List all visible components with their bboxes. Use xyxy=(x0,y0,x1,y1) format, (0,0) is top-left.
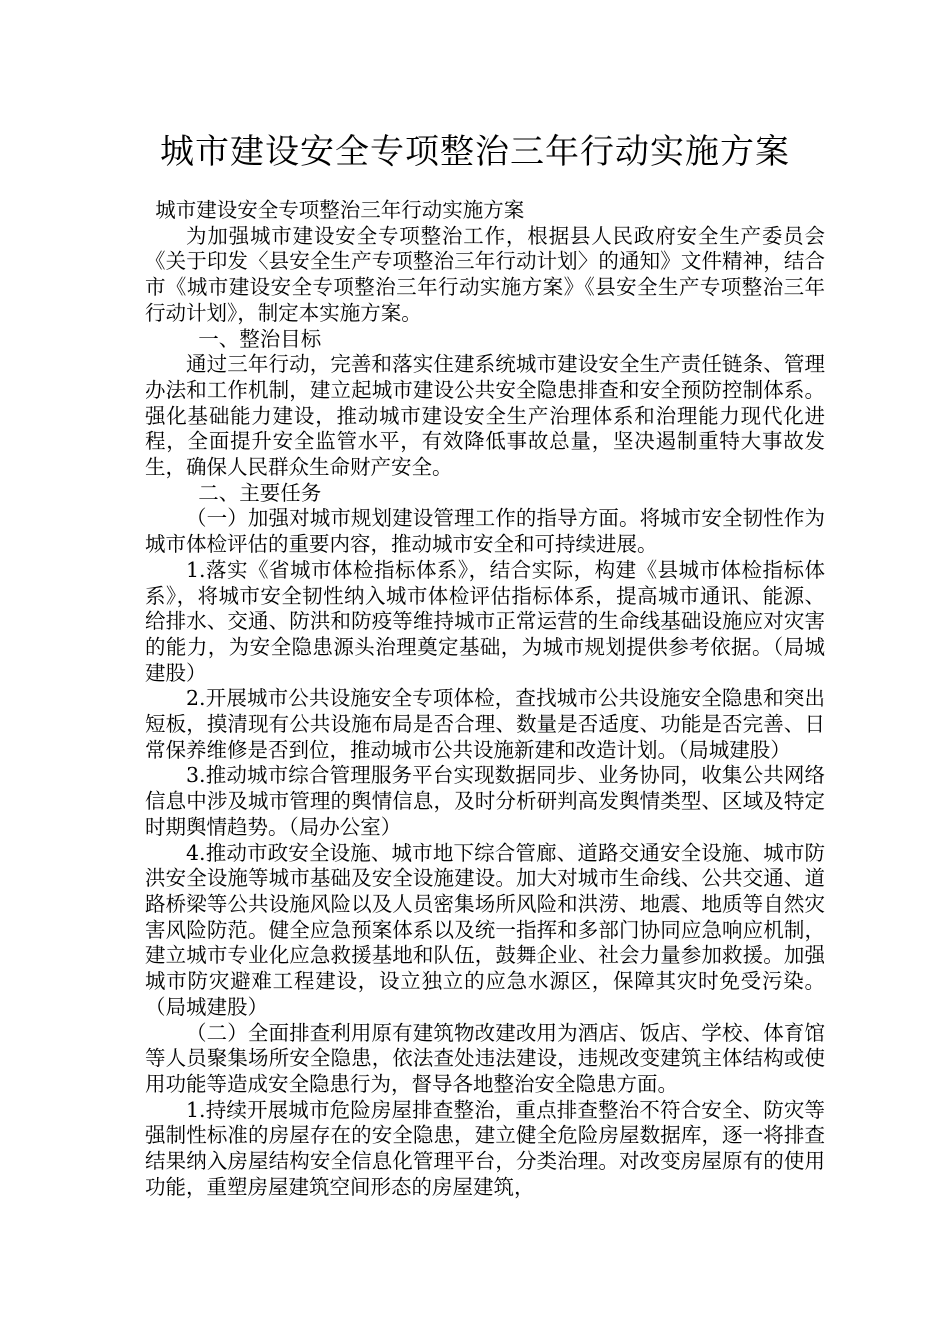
section-heading: 二、主要任务 xyxy=(198,480,322,505)
body-paragraph: （一）加强对城市规划建设管理工作的指导方面。将城市安全韧性作为城市体检评估的重要内容，推动城市安全和可持续进展。 xyxy=(145,506,825,557)
body-paragraph: 3.推动城市综合管理服务平台实现数据同步、业务协同，收集公共网络信息中涉及城市管理的舆情信息，及时分析研判高发舆情类型、区域及特定时期舆情趋势。（局办公室） xyxy=(145,763,825,839)
body-paragraph: 通过三年行动，完善和落实住建系统城市建设安全生产责任链条、管理办法和工作机制，建立起城市建设公共安全隐患排查和安全预防控制体系。强化基础能力建设，推动城市建设安全生产治理体系和治理能力现代化进程，全面提升安全监管水平，有效降低事故总量，坚决遏制重特大事故发生，确保人民群众生命财产安全。 xyxy=(145,352,825,480)
body-paragraph: 1.持续开展城市危险房屋排查整治，重点排查整治不符合安全、防灾等强制性标准的房屋存在的安全隐患，建立健全危险房屋数据库，逐一将排查结果纳入房屋结构安全信息化管理平台，分类治理。对改变房屋原有的使用功能，重塑房屋建筑空间形态的房屋建筑， xyxy=(145,1097,825,1199)
section-heading: 一、整治目标 xyxy=(198,326,322,351)
body-paragraph: 为加强城市建设安全专项整治工作，根据县人民政府安全生产委员会《关于印发〈县安全生产专项整治三年行动计划〉的通知》文件精神，结合市《城市建设安全专项整治三年行动实施方案》《县安全生产专项整治三年行动计划》，制定本实施方案。 xyxy=(145,223,825,325)
body-paragraph: 1.落实《省城市体检指标体系》，结合实际，构建《县城市体检指标体系》，将城市安全韧性纳入城市体检评估指标体系，提高城市通讯、能源、给排水、交通、防洪和防疫等维持城市正常运营的生命线基础设施应对灾害的能力，为安全隐患源头治理奠定基础，为城市规划提供参考依据。（局城建股） xyxy=(145,557,825,685)
body-paragraph: 4.推动市政安全设施、城市地下综合管廊、道路交通安全设施、城市防洪安全设施等城市基础及安全设施建设。加大对城市生命线、公共交通、道路桥梁等公共设施风险以及人员密集场所风险和洪涝、地震、地质等自然灾害风险防范。健全应急预案体系以及统一指挥和多部门协同应急响应机制，建立城市专业化应急救援基地和队伍，鼓舞企业、社会力量参加救援。加强城市防灾避难工程建设，设立独立的应急水源区，保障其灾时免受污染。（局城建股） xyxy=(145,840,825,1019)
document-subtitle: 城市建设安全专项整治三年行动实施方案 xyxy=(155,198,525,222)
document-body xyxy=(145,198,825,1200)
body-paragraph: 2.开展城市公共设施安全专项体检，查找城市公共设施安全隐患和突出短板，摸清现有公共设施布局是否合理、数量是否适度、功能是否完善、日常保养维修是否到位，推动城市公共设施新建和改造计划。（局城建股） xyxy=(145,686,825,762)
body-paragraph: （二）全面排查利用原有建筑物改建改用为酒店、饭店、学校、体育馆等人员聚集场所安全隐患，依法查处违法建设，违规改变建筑主体结构或使用功能等造成安全隐患行为，督导各地整治安全隐患方面。 xyxy=(145,1020,825,1096)
document-title: 城市建设安全专项整治三年行动实施方案 xyxy=(160,132,790,172)
